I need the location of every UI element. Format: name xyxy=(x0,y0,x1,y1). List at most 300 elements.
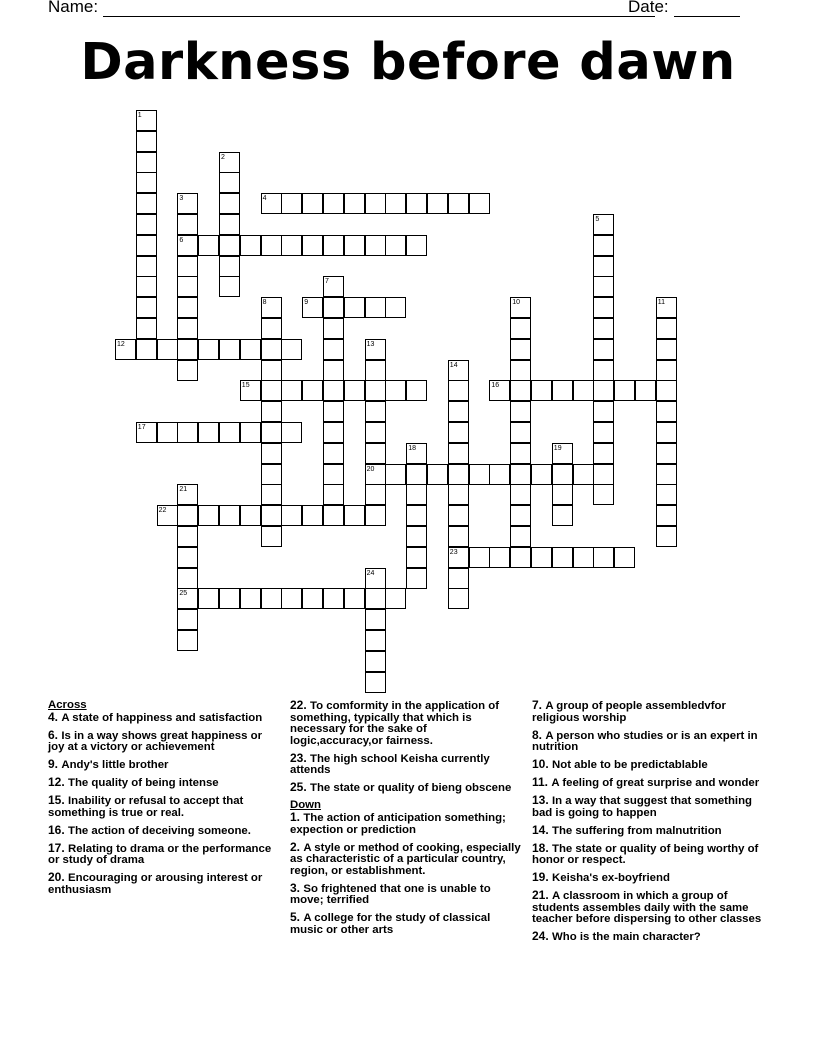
grid-cell[interactable] xyxy=(281,422,302,443)
grid-cell[interactable] xyxy=(593,318,614,339)
grid-cell[interactable] xyxy=(261,339,282,360)
grid-cell[interactable] xyxy=(323,297,344,318)
clue-number: 1. xyxy=(290,809,304,824)
grid-cell[interactable] xyxy=(593,464,614,485)
grid-cell[interactable] xyxy=(593,401,614,422)
grid-cell[interactable] xyxy=(177,422,198,443)
grid-cell[interactable] xyxy=(136,110,157,131)
clue-item xyxy=(48,709,276,725)
grid-cell[interactable] xyxy=(365,651,386,672)
grid-cell[interactable] xyxy=(177,526,198,547)
grid-cell[interactable] xyxy=(240,422,261,443)
grid-cell[interactable] xyxy=(261,318,282,339)
cell-number: 4 xyxy=(262,195,267,203)
grid-cell[interactable] xyxy=(552,547,573,568)
clue-number: 15. xyxy=(48,793,69,808)
cell-number: 17 xyxy=(137,424,146,431)
grid-cell[interactable] xyxy=(510,422,531,443)
grid-cell[interactable] xyxy=(219,422,240,443)
grid-cell[interactable] xyxy=(365,380,386,401)
grid-cell[interactable] xyxy=(344,505,365,526)
grid-cell[interactable] xyxy=(302,235,323,256)
clue-item xyxy=(532,727,764,754)
clue-item xyxy=(48,822,276,838)
grid-cell[interactable] xyxy=(136,235,157,256)
grid-cell[interactable] xyxy=(323,193,344,214)
grid-cell[interactable] xyxy=(261,235,282,256)
grid-cell[interactable] xyxy=(510,318,531,339)
grid-cell[interactable] xyxy=(406,547,427,568)
grid-cell[interactable] xyxy=(219,339,240,360)
grid-cell[interactable] xyxy=(261,360,282,381)
grid-cell[interactable] xyxy=(136,256,157,277)
clue-text: A feeling of great surprise and wonder xyxy=(551,777,760,790)
grid-cell[interactable] xyxy=(240,339,261,360)
grid-cell[interactable] xyxy=(198,588,219,609)
grid-cell[interactable] xyxy=(323,339,344,360)
grid-cell[interactable] xyxy=(593,235,614,256)
grid-cell[interactable] xyxy=(593,547,614,568)
grid-cell[interactable] xyxy=(365,588,386,609)
clue-text: The high school Keisha currently attends xyxy=(290,752,490,777)
grid-cell[interactable] xyxy=(510,547,531,568)
grid-cell[interactable] xyxy=(136,131,157,152)
grid-cell[interactable] xyxy=(406,193,427,214)
grid-cell[interactable] xyxy=(323,380,344,401)
clue-item xyxy=(532,700,764,724)
clue-number: 9. xyxy=(48,757,62,772)
clue-item xyxy=(48,777,276,790)
grid-cell[interactable] xyxy=(136,193,157,214)
grid-cell[interactable] xyxy=(177,193,198,214)
grid-cell[interactable] xyxy=(219,214,240,235)
clue-number: 12. xyxy=(48,775,69,790)
cell-number: 24 xyxy=(366,569,375,577)
clue-text: So frightened that one is unable to move; terrified xyxy=(290,882,491,907)
grid-cell[interactable] xyxy=(656,484,677,505)
grid-cell[interactable] xyxy=(448,484,469,505)
grid-cell[interactable] xyxy=(406,380,427,401)
clue-column-3 xyxy=(532,700,764,949)
clue-number: 6. xyxy=(48,727,62,742)
grid-cell[interactable] xyxy=(323,360,344,381)
grid-cell[interactable] xyxy=(406,505,427,526)
grid-cell[interactable] xyxy=(365,505,386,526)
grid-cell[interactable] xyxy=(261,588,282,609)
grid-cell[interactable] xyxy=(261,422,282,443)
grid-cell[interactable] xyxy=(261,526,282,547)
grid-cell[interactable] xyxy=(261,401,282,422)
clue-text: The state or quality of being worthy of honor or respect. xyxy=(532,842,759,867)
grid-cell[interactable] xyxy=(593,360,614,381)
grid-cell[interactable] xyxy=(531,547,552,568)
clue-text: To comformity in the application of something, typically that which is necessary for the sake of logic,accuracy,or fairness. xyxy=(290,700,500,747)
grid-cell[interactable] xyxy=(656,464,677,485)
clue-text: A group of people assembledvfor religious worship xyxy=(532,700,726,724)
grid-cell[interactable] xyxy=(136,318,157,339)
grid-cell[interactable] xyxy=(531,380,552,401)
grid-cell[interactable] xyxy=(323,235,344,256)
grid-cell[interactable] xyxy=(656,505,677,526)
clue-number: 4. xyxy=(48,709,62,724)
clue-number: 3. xyxy=(290,880,304,895)
grid-cell[interactable] xyxy=(323,401,344,422)
grid-cell[interactable] xyxy=(365,484,386,505)
grid-cell[interactable] xyxy=(198,422,219,443)
grid-cell[interactable] xyxy=(510,505,531,526)
grid-cell[interactable] xyxy=(593,339,614,360)
grid-cell[interactable] xyxy=(469,193,490,214)
clue-number: 18. xyxy=(532,840,553,855)
grid-cell[interactable] xyxy=(302,380,323,401)
grid-cell[interactable] xyxy=(656,339,677,360)
clue-text: A state of happiness and satisfaction xyxy=(61,711,263,724)
grid-cell[interactable] xyxy=(448,193,469,214)
grid-cell[interactable] xyxy=(510,401,531,422)
clue-text: Relating to drama or the performance or study of drama xyxy=(48,842,272,867)
grid-cell[interactable] xyxy=(136,422,157,443)
cell-number: 10 xyxy=(512,299,520,307)
clue-text: Encouraging or arousing interest or enthusiasm xyxy=(48,872,263,896)
grid-cell[interactable] xyxy=(656,380,677,401)
grid-cell[interactable] xyxy=(177,297,198,318)
cell-number: 8 xyxy=(262,299,267,307)
grid-cell[interactable] xyxy=(344,380,365,401)
grid-cell[interactable] xyxy=(406,526,427,547)
clue-number: 17. xyxy=(48,840,69,855)
grid-cell[interactable] xyxy=(323,505,344,526)
clue-number: 5. xyxy=(290,910,304,925)
clue-text: Keisha's ex-boyfriend xyxy=(552,872,670,885)
grid-cell[interactable] xyxy=(219,193,240,214)
grid-cell[interactable] xyxy=(552,484,573,505)
clue-item xyxy=(290,912,522,936)
cell-number: 1 xyxy=(137,112,142,119)
grid-cell[interactable] xyxy=(365,339,386,360)
clue-number: 20. xyxy=(48,870,69,885)
clue-item xyxy=(532,872,764,885)
clue-text: The action of deceiving someone. xyxy=(68,824,251,837)
clue-number: 24. xyxy=(532,929,553,944)
grid-cell[interactable] xyxy=(510,380,531,401)
grid-cell[interactable] xyxy=(365,360,386,381)
grid-cell[interactable] xyxy=(593,484,614,505)
cell-number: 23 xyxy=(449,548,458,556)
clue-number: 23. xyxy=(290,750,311,765)
clue-item xyxy=(290,700,522,747)
clue-item xyxy=(48,840,276,867)
grid-cell[interactable] xyxy=(489,547,510,568)
grid-cell[interactable] xyxy=(656,297,677,318)
cell-number: 16 xyxy=(491,382,500,390)
grid-cell[interactable] xyxy=(177,505,198,526)
grid-cell[interactable] xyxy=(427,193,448,214)
grid-cell[interactable] xyxy=(510,484,531,505)
clue-number: 13. xyxy=(532,793,553,808)
clue-item xyxy=(290,880,522,907)
grid-cell[interactable] xyxy=(385,235,406,256)
grid-cell[interactable] xyxy=(365,297,386,318)
clue-item xyxy=(532,795,764,819)
grid-cell[interactable] xyxy=(593,422,614,443)
grid-cell[interactable] xyxy=(365,568,386,589)
grid-cell[interactable] xyxy=(136,214,157,235)
clue-number: 16. xyxy=(48,822,69,837)
cell-number: 25 xyxy=(179,590,188,598)
grid-cell[interactable] xyxy=(323,484,344,505)
grid-cell[interactable] xyxy=(177,256,198,277)
clue-item xyxy=(532,840,764,867)
clue-text: A person who studies or is an expert in nutrition xyxy=(532,729,758,754)
grid-cell[interactable] xyxy=(219,256,240,277)
grid-cell[interactable] xyxy=(385,464,406,485)
grid-cell[interactable] xyxy=(323,276,344,297)
grid-cell[interactable] xyxy=(489,380,510,401)
grid-cell[interactable] xyxy=(406,464,427,485)
grid-cell[interactable] xyxy=(593,443,614,464)
grid-cell[interactable] xyxy=(302,505,323,526)
grid-cell[interactable] xyxy=(552,380,573,401)
clue-number: 14. xyxy=(532,822,553,837)
grid-cell[interactable] xyxy=(177,318,198,339)
grid-cell[interactable] xyxy=(198,505,219,526)
grid-cell[interactable] xyxy=(510,526,531,547)
grid-cell[interactable] xyxy=(365,630,386,651)
grid-cell[interactable] xyxy=(240,505,261,526)
grid-cell[interactable] xyxy=(365,193,386,214)
grid-cell[interactable] xyxy=(177,484,198,505)
grid-cell[interactable] xyxy=(448,422,469,443)
grid-cell[interactable] xyxy=(448,401,469,422)
grid-cell[interactable] xyxy=(510,297,531,318)
grid-cell[interactable] xyxy=(136,339,157,360)
grid-cell[interactable] xyxy=(302,193,323,214)
grid-cell[interactable] xyxy=(219,276,240,297)
grid-cell[interactable] xyxy=(344,235,365,256)
grid-cell[interactable] xyxy=(385,193,406,214)
clue-text: Who is the main character? xyxy=(552,931,701,944)
grid-cell[interactable] xyxy=(177,588,198,609)
grid-cell[interactable] xyxy=(448,588,469,609)
grid-cell[interactable] xyxy=(656,360,677,381)
grid-cell[interactable] xyxy=(323,318,344,339)
grid-cell[interactable] xyxy=(593,256,614,277)
grid-cell[interactable] xyxy=(323,588,344,609)
grid-cell[interactable] xyxy=(656,422,677,443)
grid-cell[interactable] xyxy=(406,235,427,256)
grid-cell[interactable] xyxy=(323,443,344,464)
grid-cell[interactable] xyxy=(344,297,365,318)
grid-cell[interactable] xyxy=(281,235,302,256)
grid-cell[interactable] xyxy=(219,588,240,609)
grid-cell[interactable] xyxy=(177,360,198,381)
clue-text: In a way that suggest that something bad is going to happen xyxy=(532,795,753,819)
grid-cell[interactable] xyxy=(261,297,282,318)
grid-cell[interactable] xyxy=(406,484,427,505)
grid-cell[interactable] xyxy=(448,360,469,381)
clue-item xyxy=(290,782,522,795)
grid-cell[interactable] xyxy=(344,193,365,214)
grid-cell[interactable] xyxy=(240,588,261,609)
clue-item xyxy=(532,931,764,944)
grid-cell[interactable] xyxy=(136,297,157,318)
cell-number: 6 xyxy=(179,236,184,244)
grid-cell[interactable] xyxy=(573,464,594,485)
grid-cell[interactable] xyxy=(157,339,178,360)
grid-cell[interactable] xyxy=(219,172,240,193)
clue-number: 21. xyxy=(532,888,553,903)
grid-cell[interactable] xyxy=(510,443,531,464)
grid-cell[interactable] xyxy=(448,380,469,401)
grid-cell[interactable] xyxy=(531,464,552,485)
grid-cell[interactable] xyxy=(281,193,302,214)
grid-cell[interactable] xyxy=(177,630,198,651)
grid-cell[interactable] xyxy=(656,401,677,422)
grid-cell[interactable] xyxy=(656,526,677,547)
grid-cell[interactable] xyxy=(510,339,531,360)
grid-cell[interactable] xyxy=(177,235,198,256)
date-label: Date: xyxy=(628,0,669,16)
grid-cell[interactable] xyxy=(323,422,344,443)
grid-cell[interactable] xyxy=(261,505,282,526)
grid-cell[interactable] xyxy=(489,464,510,485)
grid-cell[interactable] xyxy=(593,214,614,235)
grid-cell[interactable] xyxy=(177,339,198,360)
clue-heading: Across xyxy=(48,699,87,711)
cell-number: 12 xyxy=(117,340,125,348)
name-label: Name: xyxy=(48,0,99,16)
grid-cell[interactable] xyxy=(552,464,573,485)
grid-cell[interactable] xyxy=(157,422,178,443)
grid-cell[interactable] xyxy=(448,443,469,464)
grid-cell[interactable] xyxy=(573,547,594,568)
grid-cell[interactable] xyxy=(385,297,406,318)
cell-number: 2 xyxy=(221,153,225,161)
cell-number: 13 xyxy=(366,340,375,348)
grid-cell[interactable] xyxy=(281,505,302,526)
grid-cell[interactable] xyxy=(365,609,386,630)
grid-cell[interactable] xyxy=(261,443,282,464)
grid-cell[interactable] xyxy=(385,588,406,609)
grid-cell[interactable] xyxy=(261,380,282,401)
grid-cell[interactable] xyxy=(656,443,677,464)
grid-cell[interactable] xyxy=(177,547,198,568)
grid-cell[interactable] xyxy=(177,609,198,630)
grid-cell[interactable] xyxy=(198,339,219,360)
grid-cell[interactable] xyxy=(219,235,240,256)
cell-number: 7 xyxy=(325,278,329,286)
grid-cell[interactable] xyxy=(593,380,614,401)
grid-cell[interactable] xyxy=(261,484,282,505)
grid-cell[interactable] xyxy=(614,547,635,568)
grid-cell[interactable] xyxy=(136,276,157,297)
clue-text: A classroom in which a group of students assembles daily with the same teacher before dispersing to other classes xyxy=(532,890,762,926)
clue-number: 25. xyxy=(290,780,311,795)
grid-cell[interactable] xyxy=(448,568,469,589)
grid-cell[interactable] xyxy=(406,568,427,589)
grid-cell[interactable] xyxy=(365,443,386,464)
grid-cell[interactable] xyxy=(593,276,614,297)
grid-cell[interactable] xyxy=(344,588,365,609)
cell-number: 15 xyxy=(241,382,250,390)
clue-item xyxy=(532,822,764,838)
clue-text: The quality of being intense xyxy=(68,777,219,790)
grid-cell[interactable] xyxy=(552,443,573,464)
grid-cell[interactable] xyxy=(240,235,261,256)
grid-cell[interactable] xyxy=(656,318,677,339)
clue-text: Andy's little brother xyxy=(61,759,169,772)
clue-item xyxy=(532,890,764,926)
grid-cell[interactable] xyxy=(635,380,656,401)
clue-number: 2. xyxy=(290,839,304,854)
grid-cell[interactable] xyxy=(406,443,427,464)
grid-cell[interactable] xyxy=(281,339,302,360)
clue-text: The action of anticipation something; expection or prediction xyxy=(290,811,506,836)
grid-cell[interactable] xyxy=(261,464,282,485)
grid-cell[interactable] xyxy=(136,172,157,193)
clue-heading: Down xyxy=(290,799,322,812)
grid-cell[interactable] xyxy=(302,297,323,318)
grid-cell[interactable] xyxy=(365,422,386,443)
grid-cell[interactable] xyxy=(448,464,469,485)
grid-cell[interactable] xyxy=(115,339,136,360)
clue-number: 19. xyxy=(532,870,553,885)
grid-cell[interactable] xyxy=(448,547,469,568)
grid-cell[interactable] xyxy=(365,464,386,485)
grid-cell[interactable] xyxy=(448,505,469,526)
grid-cell[interactable] xyxy=(614,380,635,401)
grid-cell[interactable] xyxy=(136,152,157,173)
clue-item xyxy=(532,759,764,772)
grid-cell[interactable] xyxy=(365,672,386,693)
grid-cell[interactable] xyxy=(510,360,531,381)
cell-number: 19 xyxy=(553,444,562,452)
clue-number: 8. xyxy=(532,727,546,742)
clue-text: The state or quality of bieng obscene xyxy=(310,782,512,795)
clue-number: 7. xyxy=(532,698,546,712)
grid-cell[interactable] xyxy=(219,505,240,526)
grid-cell[interactable] xyxy=(157,505,178,526)
grid-cell[interactable] xyxy=(469,464,490,485)
grid-cell[interactable] xyxy=(323,464,344,485)
grid-cell[interactable] xyxy=(240,380,261,401)
grid-cell[interactable] xyxy=(427,464,448,485)
grid-cell[interactable] xyxy=(219,152,240,173)
grid-cell[interactable] xyxy=(302,588,323,609)
clue-number: 11. xyxy=(532,775,552,790)
grid-cell[interactable] xyxy=(261,193,282,214)
grid-cell[interactable] xyxy=(198,235,219,256)
clue-item xyxy=(532,777,764,790)
grid-cell[interactable] xyxy=(177,276,198,297)
grid-cell[interactable] xyxy=(365,401,386,422)
clue-item xyxy=(48,759,276,772)
grid-cell[interactable] xyxy=(448,526,469,547)
grid-cell[interactable] xyxy=(593,297,614,318)
grid-cell[interactable] xyxy=(281,380,302,401)
grid-cell[interactable] xyxy=(385,380,406,401)
clue-text: Not able to be predictablable xyxy=(552,759,708,772)
grid-cell[interactable] xyxy=(365,235,386,256)
grid-cell[interactable] xyxy=(573,380,594,401)
grid-cell[interactable] xyxy=(510,464,531,485)
grid-cell[interactable] xyxy=(281,588,302,609)
grid-cell[interactable] xyxy=(177,214,198,235)
grid-cell[interactable] xyxy=(552,505,573,526)
grid-cell[interactable] xyxy=(177,568,198,589)
grid-cell[interactable] xyxy=(469,547,490,568)
clue-text: Inability or refusal to accept that something is true or real. xyxy=(48,795,244,819)
